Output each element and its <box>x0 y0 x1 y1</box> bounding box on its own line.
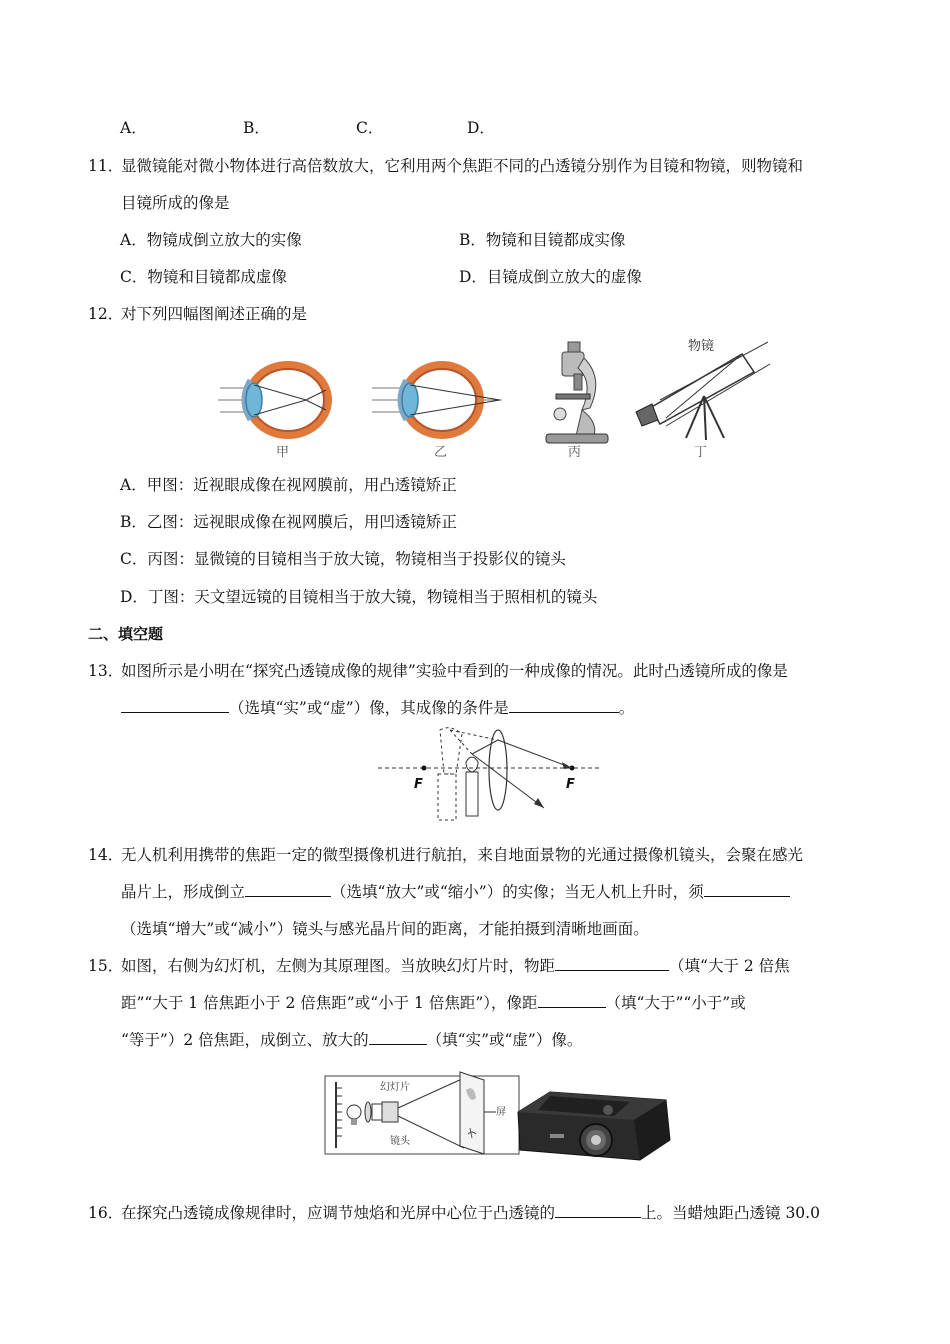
q11-option-c[interactable]: C．物镜和目镜都成虚像 <box>120 268 287 286</box>
q15-line1-a: 如图，右侧为幻灯机，左侧为其原理图。当放映幻灯片时，物距 <box>121 957 556 975</box>
q15-line3-b: （填“实”或“虚”）像。 <box>426 1031 583 1049</box>
q11-option-d[interactable]: D．目镜成倒立放大的虚像 <box>459 268 642 286</box>
q11-stem-line2: 目镜所成的像是 <box>121 194 230 212</box>
q13-focus-left: F <box>414 777 423 792</box>
q12-option-d[interactable]: D．丁图：天文望远镜的目镜相当于放大镜，物镜相当于照相机的镜头 <box>120 588 598 606</box>
q14-blank-2[interactable] <box>704 882 790 897</box>
q14-line2-b: （选填“放大”或“缩小”）的实像；当无人机上升时，须 <box>331 883 704 901</box>
q13-line2-mid: （选填“实”或“虚”）像，其成像的条件是 <box>229 699 509 717</box>
q10-option-a[interactable]: A． <box>120 119 147 137</box>
eye-figure-yi <box>372 340 512 462</box>
q11-number: 11． <box>88 157 124 175</box>
projector-image <box>510 1074 674 1164</box>
q16-line1-b: 上。当蜡烛距凸透镜 30.0 <box>641 1204 820 1222</box>
q13-lens-diagram <box>378 724 604 826</box>
section-title-fill-blank: 二、填空题 <box>88 625 164 643</box>
q12-option-c[interactable]: C．丙图：显微镜的目镜相当于放大镜，物镜相当于投影仪的镜头 <box>120 550 566 568</box>
q12-stem: 对下列四幅图阐述正确的是 <box>121 305 308 323</box>
q15-line2-b: （填“大于”“小于”或 <box>605 994 746 1012</box>
q12-number: 12． <box>88 305 124 323</box>
q10-option-d[interactable]: D． <box>467 119 495 137</box>
q14-blank-1[interactable] <box>245 882 331 897</box>
q10-option-b[interactable]: B． <box>243 119 270 137</box>
q11-option-a[interactable]: A．物镜成倒立放大的实像 <box>120 231 302 249</box>
q15-blank-3[interactable] <box>369 1030 427 1045</box>
q14-line2-a: 晶片上，形成倒立 <box>121 883 246 901</box>
q16-line1-a: 在探究凸透镜成像规律时，应调节烛焰和光屏中心位于凸透镜的 <box>121 1204 556 1222</box>
q14-line2 <box>121 882 790 902</box>
q15-line2-a: 距”“大于 1 倍焦距小于 2 倍焦距”或“小于 1 倍焦距”），像距 <box>121 994 538 1012</box>
q13-blank-2[interactable] <box>509 698 619 713</box>
q15-line1 <box>121 956 790 976</box>
q13-line2-end: 。 <box>618 699 635 717</box>
telescope-label-objective: 物镜 <box>688 339 715 354</box>
q13-focus-right: F <box>566 777 575 792</box>
label-bing: 丙 <box>568 445 582 460</box>
q16-number: 16． <box>88 1204 124 1222</box>
q11-option-b[interactable]: B．物镜和目镜都成实像 <box>459 231 626 249</box>
fig-label-lens: 镜头 <box>390 1136 410 1147</box>
eye-figure-jia <box>218 340 340 462</box>
fig-label-slide: 幻灯片 <box>380 1082 410 1093</box>
q13-line2 <box>121 698 634 718</box>
q16-blank-1[interactable] <box>555 1203 641 1218</box>
fig-label-screen: 屏 <box>496 1107 506 1118</box>
q15-projector-principle-diagram <box>324 1068 520 1156</box>
microscope-figure-bing <box>538 338 616 462</box>
q15-blank-1[interactable] <box>555 956 669 971</box>
q14-line3: （选填“增大”或“减小”）镜头与感光晶片间的距离，才能拍摄到清晰地画面。 <box>121 920 649 938</box>
q12-option-a[interactable]: A．甲图：近视眼成像在视网膜前，用凸透镜矫正 <box>120 476 457 494</box>
q14-number: 14． <box>88 846 124 864</box>
q14-line1: 无人机利用携带的焦距一定的微型摄像机进行航拍，来自地面景物的光通过摄像机镜头，会聚在感光 <box>121 846 804 864</box>
q16-line1 <box>121 1203 820 1223</box>
label-jia: 甲 <box>276 445 290 460</box>
telescope-figure-ding <box>630 334 772 462</box>
q15-line1-b: （填“大于 2 倍焦 <box>669 957 790 975</box>
q15-number: 15． <box>88 957 124 975</box>
q10-option-c[interactable]: C． <box>356 119 384 137</box>
label-yi: 乙 <box>434 445 448 460</box>
q13-number: 13． <box>88 662 124 680</box>
q13-blank-1[interactable] <box>121 698 229 713</box>
q11-stem-line1: 显微镜能对微小物体进行高倍数放大，它利用两个焦距不同的凸透镜分别作为目镜和物镜，则物镜和 <box>121 157 804 175</box>
q13-line1: 如图所示是小明在“探究凸透镜成像的规律”实验中看到的一种成像的情况。此时凸透镜所成的像是 <box>121 662 788 680</box>
q12-option-b[interactable]: B．乙图：远视眼成像在视网膜后，用凹透镜矫正 <box>120 513 457 531</box>
q15-line2 <box>121 993 746 1013</box>
q15-line3 <box>121 1030 582 1050</box>
q15-blank-2[interactable] <box>538 993 606 1008</box>
label-ding: 丁 <box>694 445 708 460</box>
q15-line3-a: “等于”）2 倍焦距，成倒立、放大的 <box>121 1031 369 1049</box>
